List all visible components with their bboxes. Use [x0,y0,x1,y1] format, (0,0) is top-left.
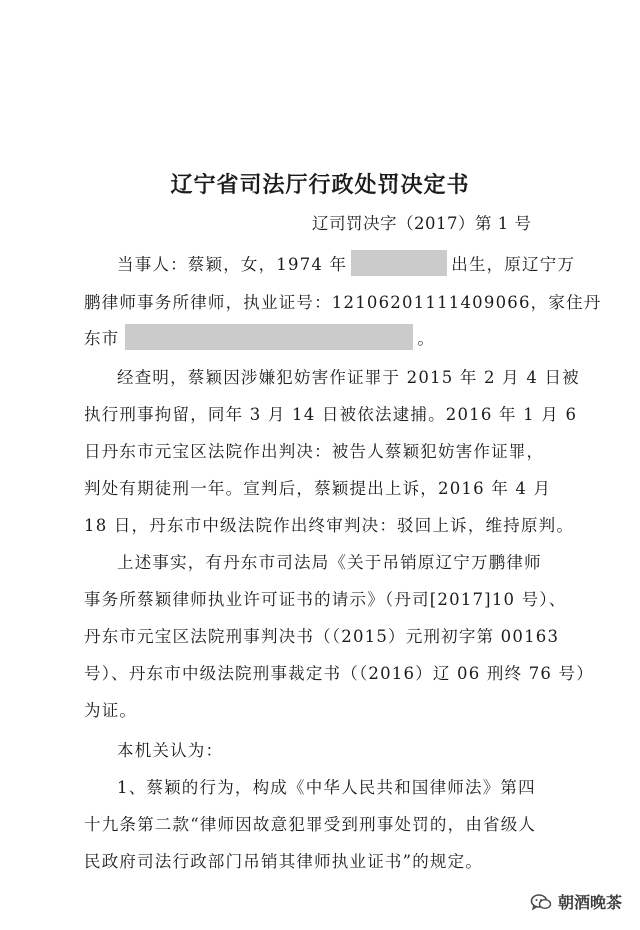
paragraph-line: 1、蔡颖的行为，构成《中华人民共和国律师法》第四 [117,778,536,797]
paragraph-line: 日丹东市元宝区法院作出判决：被告人蔡颖犯妨害作证罪， [84,442,545,461]
watermark-text: 朝酒晚茶 [558,893,623,912]
redaction-box [351,250,447,276]
line-text: 当事人：蔡颖，女，1974 年 [117,255,348,274]
redaction-box [125,324,413,350]
paragraph-line: 18 日，丹东市中级法院作出终审判决：驳回上诉，维持原判。 [84,516,575,535]
document-number: 辽司罚决字（2017）第 1 号 [312,214,532,233]
paragraph-line: 判处有期徒刑一年。宣判后，蔡颖提出上诉，2016 年 4 月 [84,479,552,498]
paragraph-line: 丹东市元宝区法院刑事判决书（（2015）元刑初字第 00163 [84,627,560,646]
paragraph-line: 鹏律师事务所律师，执业证号：12106201111409066，家住丹 [84,293,602,312]
watermark [530,890,622,913]
paragraph-line: 事务所蔡颖律师执业许可证书的请示》（丹司[2017]10 号）、 [84,590,567,609]
line-text: 出生，原辽宁万 [451,255,576,274]
paragraph-line: 本机关认为： [117,741,224,760]
paragraph-line: 为证。 [84,701,138,720]
paragraph-line: 号）、丹东市中级法院刑事裁定书（（2016）辽 06 刑终 76 号） [84,664,594,683]
paragraph-line [117,250,575,276]
document-title: 辽宁省司法厅行政处罚决定书 [170,173,470,198]
paragraph-line: 民政府司法行政部门吊销其律师执业证书”的规定。 [84,852,484,871]
line-text: 。 [417,329,436,348]
paragraph-line: 经查明，蔡颖因涉嫌犯妨害作证罪于 2015 年 2 月 4 日被 [117,368,580,387]
paragraph-line: 执行刑事拘留，同年 3 月 14 日被依法逮捕。2016 年 1 月 6 [84,405,578,424]
paragraph-line [84,324,435,350]
line-text: 东市 [84,329,120,348]
paragraph-line: 十九条第二款“律师因故意犯罪受到刑事处罚的，由省级人 [84,815,537,834]
wechat-official-account-icon [530,893,552,911]
paragraph-line: 上述事实，有丹东市司法局《关于吊销原辽宁万鹏律师 [117,553,542,572]
